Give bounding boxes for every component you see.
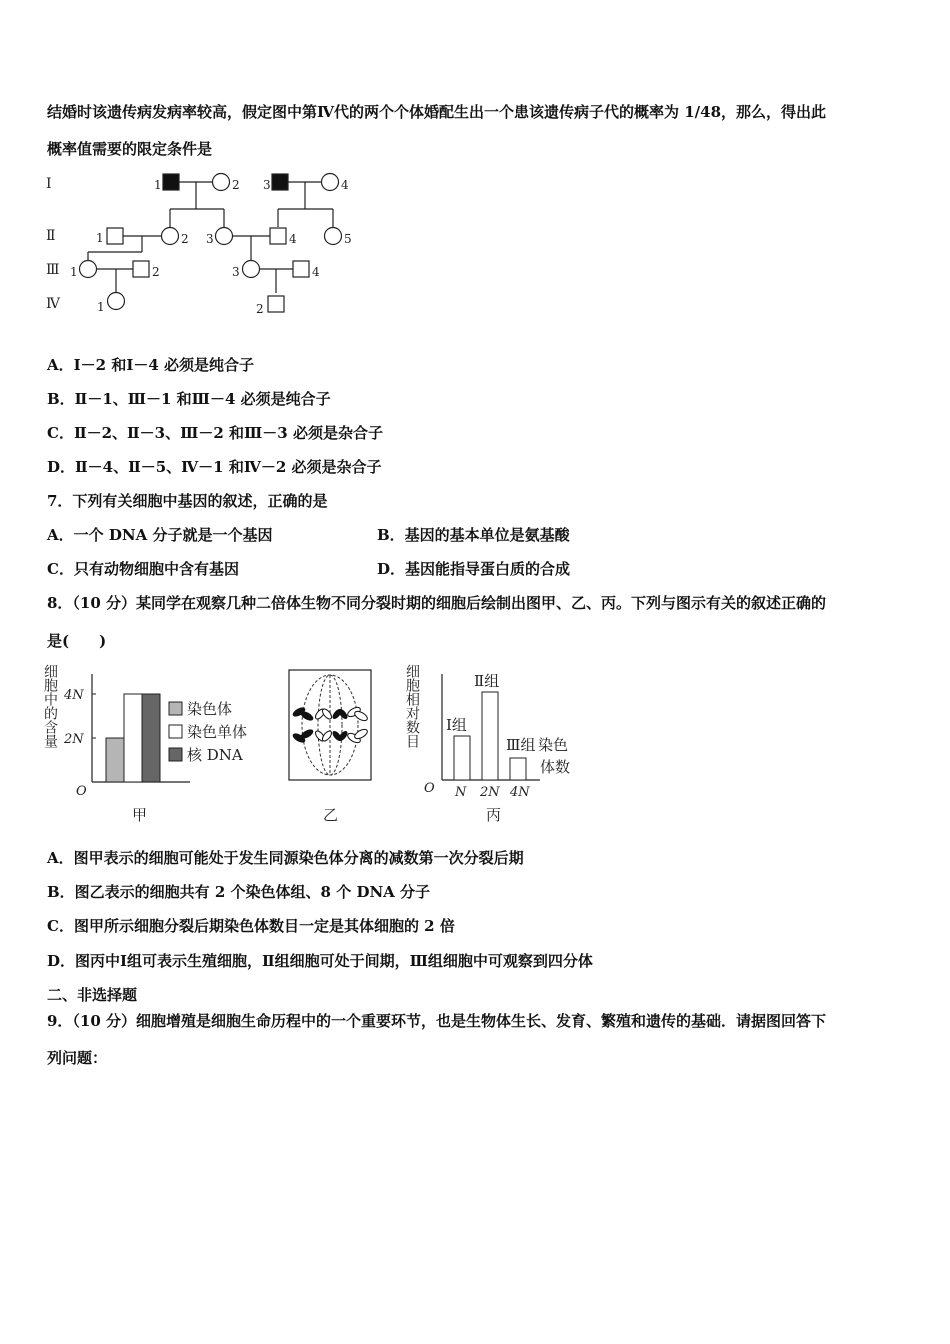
gen-label-3: Ⅲ bbox=[46, 262, 60, 278]
bing-group2-label: Ⅱ组 bbox=[474, 672, 500, 690]
jia-bar-chromatid bbox=[124, 694, 142, 782]
jia-ylabel: 细胞中的含量 bbox=[42, 664, 58, 748]
g3-1-label: 1 bbox=[70, 265, 78, 279]
g2-3-female bbox=[216, 228, 233, 245]
bing-ylabel: 细胞相对数目 bbox=[404, 664, 420, 748]
g1-2-female bbox=[213, 174, 230, 191]
figure-bing bbox=[400, 662, 600, 832]
g1-4-female bbox=[322, 174, 339, 191]
g4-1-female bbox=[108, 293, 125, 310]
g3-2-male bbox=[133, 261, 149, 277]
q8-option-b: B．图乙表示的细胞共有 2 个染色体组、8 个 DNA 分子 bbox=[47, 883, 431, 901]
bing-xlabel-line1: 染色 bbox=[538, 736, 569, 754]
jia-caption: 甲 bbox=[132, 806, 148, 824]
g3-3-label: 3 bbox=[232, 265, 240, 279]
q7-option-c: C．只有动物细胞中含有基因 bbox=[47, 560, 239, 578]
jia-origin: O bbox=[76, 784, 87, 799]
gen-label-2: Ⅱ bbox=[46, 228, 56, 244]
g1-1-label: 1 bbox=[154, 178, 162, 192]
g2-4-male bbox=[270, 228, 286, 244]
g3-4-label: 4 bbox=[312, 265, 320, 279]
gen-label-4: Ⅳ bbox=[46, 296, 60, 312]
q9-line-1: 9．（10 分）细胞增殖是细胞生命历程中的一个重要环节，也是生物体生长、发育、繁殖和遗传的基础．请据图回答下 bbox=[47, 1012, 827, 1030]
intro-line-2: 概率值需要的限定条件是 bbox=[47, 140, 213, 158]
bing-cat-2n: 2N bbox=[480, 785, 500, 800]
figure-jia bbox=[40, 662, 280, 832]
g4-2-label: 2 bbox=[256, 302, 264, 316]
g4-2-male bbox=[268, 296, 284, 312]
jia-legend-chromatid: 染色单体 bbox=[187, 723, 248, 741]
q7-option-d: D．基因能指导蛋白质的合成 bbox=[377, 560, 571, 578]
jia-legend-chromosome: 染色体 bbox=[187, 700, 233, 718]
jia-tick-4n: 4N bbox=[64, 688, 84, 703]
g2-4-label: 4 bbox=[289, 232, 297, 246]
yi-caption: 乙 bbox=[323, 806, 339, 824]
bing-bar-group3 bbox=[510, 758, 526, 780]
g2-5-female bbox=[325, 228, 342, 245]
g3-1-female bbox=[80, 261, 97, 278]
bing-caption: 丙 bbox=[486, 806, 502, 824]
g1-1-affected-male bbox=[163, 174, 179, 190]
g3-2-label: 2 bbox=[152, 265, 160, 279]
yi-chromosomes-top bbox=[291, 705, 369, 722]
jia-legend-swatch-dna bbox=[169, 748, 182, 761]
bing-bar-group1 bbox=[454, 736, 470, 780]
q9-line-2: 列问题： bbox=[47, 1049, 108, 1067]
q6-option-c: C．Ⅱ－2、Ⅱ－3、Ⅲ－2 和Ⅲ－3 必须是杂合子 bbox=[47, 424, 383, 442]
gen-label-1: Ⅰ bbox=[46, 176, 52, 192]
bing-cat-n: N bbox=[455, 785, 467, 800]
q8-stem-2: 是( ) bbox=[47, 632, 107, 650]
g2-5-label: 5 bbox=[344, 232, 352, 246]
intro-line-1: 结婚时该遗传病发病率较高，假定图中第Ⅳ代的两个个体婚配生出一个患该遗传病子代的概率为 1/48，那么，得出此 bbox=[47, 103, 827, 121]
section-2-title: 二、非选择题 bbox=[47, 986, 138, 1004]
jia-legend-swatch-chromatid bbox=[169, 725, 182, 738]
q8-option-a: A．图甲表示的细胞可能处于发生同源染色体分离的减数第一次分裂后期 bbox=[47, 849, 524, 867]
g1-2-label: 2 bbox=[232, 178, 240, 192]
q8-option-c: C．图甲所示细胞分裂后期染色体数目一定是其体细胞的 2 倍 bbox=[47, 917, 455, 935]
q6-option-a: A．Ⅰ－2 和Ⅰ－4 必须是纯合子 bbox=[47, 356, 254, 374]
g2-1-label: 1 bbox=[96, 231, 104, 245]
bing-cat-4n: 4N bbox=[510, 785, 530, 800]
pedigree-chart bbox=[40, 165, 370, 325]
bing-group3-label: Ⅲ组 bbox=[506, 736, 536, 754]
g2-1-male bbox=[107, 228, 123, 244]
q8-option-d: D．图丙中Ⅰ组可表示生殖细胞，Ⅱ组细胞可处于间期，Ⅲ组细胞中可观察到四分体 bbox=[47, 952, 593, 970]
jia-bar-chromosome bbox=[106, 738, 124, 782]
jia-legend-dna: 核 DNA bbox=[187, 746, 243, 764]
q7-option-a: A．一个 DNA 分子就是一个基因 bbox=[47, 526, 273, 544]
jia-tick-2n: 2N bbox=[64, 732, 84, 747]
q6-option-d: D．Ⅱ－4、Ⅱ－5、Ⅳ－1 和Ⅳ－2 必须是杂合子 bbox=[47, 458, 382, 476]
jia-legend-swatch-chromosome bbox=[169, 702, 182, 715]
bing-origin: O bbox=[424, 781, 435, 796]
g3-4-male bbox=[293, 261, 309, 277]
g1-3-affected-male bbox=[272, 174, 288, 190]
g4-1-label: 1 bbox=[97, 300, 105, 314]
jia-bar-dna bbox=[142, 694, 160, 782]
g2-2-female bbox=[162, 228, 179, 245]
q7-option-b: B．基因的基本单位是氨基酸 bbox=[377, 526, 570, 544]
bing-bar-group2 bbox=[482, 692, 498, 780]
g1-4-label: 4 bbox=[341, 178, 349, 192]
bing-group1-label: Ⅰ组 bbox=[446, 716, 467, 734]
q6-option-b: B．Ⅱ－1、Ⅲ－1 和Ⅲ－4 必须是纯合子 bbox=[47, 390, 331, 408]
g3-3-female bbox=[243, 261, 260, 278]
g1-3-label: 3 bbox=[263, 178, 271, 192]
q7-stem: 7．下列有关细胞中基因的叙述，正确的是 bbox=[47, 492, 328, 510]
figure-yi bbox=[285, 668, 385, 828]
g2-3-label: 3 bbox=[206, 232, 214, 246]
g2-2-label: 2 bbox=[181, 232, 189, 246]
q8-stem-1: 8．（10 分）某同学在观察几种二倍体生物不同分裂时期的细胞后绘制出图甲、乙、丙。下列与图示有关的叙述正确的 bbox=[47, 594, 827, 612]
bing-xlabel-line2: 体数 bbox=[540, 758, 571, 776]
